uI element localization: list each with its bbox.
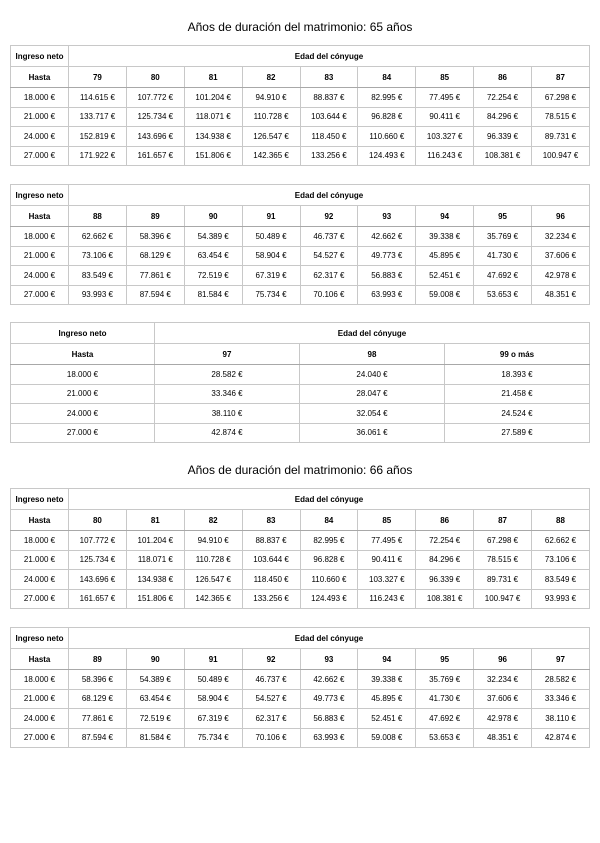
age-cell: 82 — [242, 67, 300, 88]
table-row — [11, 227, 590, 247]
table-row — [11, 127, 590, 147]
value-cell: 72.519 € — [184, 266, 242, 286]
age-cell: 99 o más — [445, 344, 590, 365]
value-cell: 100.947 € — [532, 146, 590, 166]
table-row — [11, 423, 590, 443]
value-cell: 33.346 € — [155, 384, 300, 404]
value-cell: 56.883 € — [300, 709, 358, 729]
value-cell: 118.450 € — [242, 570, 300, 590]
value-cell: 87.594 € — [126, 285, 184, 305]
value-cell: 103.327 € — [416, 127, 474, 147]
income-cell: 27.000 € — [11, 423, 155, 443]
age-cell: 90 — [184, 206, 242, 227]
value-cell: 143.696 € — [126, 127, 184, 147]
value-cell: 67.319 € — [242, 266, 300, 286]
value-cell: 78.515 € — [474, 550, 532, 570]
value-cell: 68.129 € — [69, 689, 127, 709]
value-cell: 63.993 € — [300, 728, 358, 748]
value-cell: 88.837 € — [242, 531, 300, 551]
age-cell: 93 — [300, 649, 358, 670]
table-row — [11, 266, 590, 286]
age-cell: 80 — [126, 67, 184, 88]
hasta-label: Hasta — [11, 206, 69, 227]
value-cell: 49.773 € — [300, 689, 358, 709]
value-cell: 87.594 € — [69, 728, 127, 748]
age-cell: 79 — [69, 67, 127, 88]
value-cell: 96.339 € — [474, 127, 532, 147]
value-cell: 47.692 € — [416, 709, 474, 729]
income-header: Ingreso neto — [11, 323, 155, 344]
value-cell: 41.730 € — [416, 689, 474, 709]
income-cell: 21.000 € — [11, 689, 69, 709]
age-row — [11, 206, 590, 227]
income-cell: 24.000 € — [11, 709, 69, 729]
value-cell: 41.730 € — [474, 246, 532, 266]
value-cell: 58.396 € — [69, 670, 127, 690]
value-cell: 52.451 € — [358, 709, 416, 729]
age-cell: 96 — [474, 649, 532, 670]
value-cell: 42.874 € — [155, 423, 300, 443]
income-header: Ingreso neto — [11, 46, 69, 67]
value-cell: 62.317 € — [300, 266, 358, 286]
hasta-label: Hasta — [11, 67, 69, 88]
age-cell: 88 — [69, 206, 127, 227]
value-cell: 125.734 € — [126, 107, 184, 127]
income-cell: 21.000 € — [11, 107, 69, 127]
value-cell: 37.606 € — [474, 689, 532, 709]
income-cell: 24.000 € — [11, 404, 155, 424]
value-cell: 78.515 € — [532, 107, 590, 127]
value-cell: 38.110 € — [155, 404, 300, 424]
age-cell: 84 — [300, 510, 358, 531]
value-cell: 53.653 € — [474, 285, 532, 305]
table-65-c — [10, 322, 590, 443]
income-cell: 18.000 € — [11, 88, 69, 108]
value-cell: 124.493 € — [300, 589, 358, 609]
value-cell: 39.338 € — [416, 227, 474, 247]
value-cell: 42.978 € — [474, 709, 532, 729]
age-cell: 94 — [358, 649, 416, 670]
value-cell: 32.054 € — [300, 404, 445, 424]
age-cell: 86 — [416, 510, 474, 531]
value-cell: 54.527 € — [242, 689, 300, 709]
age-row — [11, 510, 590, 531]
age-row — [11, 649, 590, 670]
value-cell: 48.351 € — [532, 285, 590, 305]
age-row — [11, 344, 590, 365]
table-row — [11, 146, 590, 166]
value-cell: 134.938 € — [126, 570, 184, 590]
value-cell: 103.327 € — [358, 570, 416, 590]
hasta-label: Hasta — [11, 649, 69, 670]
table-row — [11, 88, 590, 108]
value-cell: 133.256 € — [300, 146, 358, 166]
value-cell: 37.606 € — [532, 246, 590, 266]
age-cell: 80 — [69, 510, 127, 531]
age-cell: 89 — [69, 649, 127, 670]
age-header: Edad del cónyuge — [69, 46, 590, 67]
value-cell: 114.615 € — [69, 88, 127, 108]
table-65-a — [10, 45, 590, 166]
header-row — [11, 185, 590, 206]
age-cell: 85 — [358, 510, 416, 531]
value-cell: 50.489 € — [184, 670, 242, 690]
value-cell: 63.454 € — [184, 246, 242, 266]
value-cell: 133.717 € — [69, 107, 127, 127]
value-cell: 35.769 € — [474, 227, 532, 247]
value-cell: 47.692 € — [474, 266, 532, 286]
value-cell: 67.319 € — [184, 709, 242, 729]
value-cell: 90.411 € — [416, 107, 474, 127]
income-cell: 24.000 € — [11, 127, 69, 147]
value-cell: 73.106 € — [69, 246, 127, 266]
value-cell: 118.450 € — [300, 127, 358, 147]
table-row — [11, 570, 590, 590]
value-cell: 73.106 € — [532, 550, 590, 570]
value-cell: 32.234 € — [532, 227, 590, 247]
value-cell: 42.662 € — [300, 670, 358, 690]
value-cell: 82.995 € — [358, 88, 416, 108]
value-cell: 72.519 € — [126, 709, 184, 729]
value-cell: 133.256 € — [242, 589, 300, 609]
value-cell: 21.458 € — [445, 384, 590, 404]
table-row — [11, 531, 590, 551]
value-cell: 118.071 € — [184, 107, 242, 127]
value-cell: 161.657 € — [126, 146, 184, 166]
income-cell: 18.000 € — [11, 531, 69, 551]
value-cell: 53.653 € — [416, 728, 474, 748]
value-cell: 152.819 € — [69, 127, 127, 147]
value-cell: 28.047 € — [300, 384, 445, 404]
table-row — [11, 404, 590, 424]
age-cell: 90 — [126, 649, 184, 670]
age-cell: 95 — [474, 206, 532, 227]
value-cell: 101.204 € — [184, 88, 242, 108]
value-cell: 68.129 € — [126, 246, 184, 266]
table-66-a — [10, 488, 590, 609]
age-header: Edad del cónyuge — [69, 489, 590, 510]
value-cell: 96.828 € — [358, 107, 416, 127]
table-66-b — [10, 627, 590, 748]
age-cell: 92 — [300, 206, 358, 227]
value-cell: 24.040 € — [300, 365, 445, 385]
value-cell: 125.734 € — [69, 550, 127, 570]
value-cell: 58.396 € — [126, 227, 184, 247]
income-cell: 27.000 € — [11, 728, 69, 748]
value-cell: 143.696 € — [69, 570, 127, 590]
age-cell: 88 — [532, 510, 590, 531]
value-cell: 33.346 € — [532, 689, 590, 709]
value-cell: 62.662 € — [532, 531, 590, 551]
value-cell: 67.298 € — [474, 531, 532, 551]
value-cell: 96.828 € — [300, 550, 358, 570]
table-row — [11, 365, 590, 385]
value-cell: 116.243 € — [416, 146, 474, 166]
table-row — [11, 246, 590, 266]
section-title-66: Años de duración del matrimonio: 66 años — [187, 463, 413, 477]
income-cell: 27.000 € — [11, 589, 69, 609]
age-cell: 98 — [300, 344, 445, 365]
age-cell: 95 — [416, 649, 474, 670]
header-row — [11, 489, 590, 510]
header-row — [11, 46, 590, 67]
value-cell: 24.524 € — [445, 404, 590, 424]
age-cell: 82 — [184, 510, 242, 531]
value-cell: 27.589 € — [445, 423, 590, 443]
value-cell: 151.806 € — [126, 589, 184, 609]
value-cell: 42.662 € — [358, 227, 416, 247]
value-cell: 83.549 € — [69, 266, 127, 286]
age-cell: 91 — [242, 206, 300, 227]
age-cell: 86 — [474, 67, 532, 88]
table-65-b — [10, 184, 590, 305]
value-cell: 45.895 € — [416, 246, 474, 266]
income-cell: 27.000 € — [11, 285, 69, 305]
value-cell: 18.393 € — [445, 365, 590, 385]
table-row — [11, 384, 590, 404]
value-cell: 75.734 € — [184, 728, 242, 748]
age-cell: 83 — [242, 510, 300, 531]
hasta-label: Hasta — [11, 344, 155, 365]
value-cell: 126.547 € — [184, 570, 242, 590]
table-row — [11, 589, 590, 609]
value-cell: 107.772 € — [126, 88, 184, 108]
value-cell: 110.728 € — [242, 107, 300, 127]
value-cell: 96.339 € — [416, 570, 474, 590]
value-cell: 89.731 € — [474, 570, 532, 590]
value-cell: 28.582 € — [532, 670, 590, 690]
value-cell: 142.365 € — [184, 589, 242, 609]
value-cell: 94.910 € — [242, 88, 300, 108]
income-cell: 21.000 € — [11, 550, 69, 570]
value-cell: 56.883 € — [358, 266, 416, 286]
table-row — [11, 709, 590, 729]
value-cell: 36.061 € — [300, 423, 445, 443]
value-cell: 50.489 € — [242, 227, 300, 247]
value-cell: 42.874 € — [532, 728, 590, 748]
value-cell: 75.734 € — [242, 285, 300, 305]
age-row — [11, 67, 590, 88]
value-cell: 39.338 € — [358, 670, 416, 690]
value-cell: 54.527 € — [300, 246, 358, 266]
value-cell: 46.737 € — [242, 670, 300, 690]
value-cell: 77.495 € — [358, 531, 416, 551]
header-row — [11, 628, 590, 649]
value-cell: 110.660 € — [300, 570, 358, 590]
value-cell: 63.993 € — [358, 285, 416, 305]
value-cell: 103.644 € — [300, 107, 358, 127]
income-cell: 18.000 € — [11, 670, 69, 690]
table-row — [11, 670, 590, 690]
value-cell: 161.657 € — [69, 589, 127, 609]
age-cell: 89 — [126, 206, 184, 227]
value-cell: 49.773 € — [358, 246, 416, 266]
value-cell: 58.904 € — [184, 689, 242, 709]
age-cell: 94 — [416, 206, 474, 227]
value-cell: 72.254 € — [416, 531, 474, 551]
value-cell: 126.547 € — [242, 127, 300, 147]
age-header: Edad del cónyuge — [155, 323, 590, 344]
value-cell: 93.993 € — [532, 589, 590, 609]
value-cell: 70.106 € — [300, 285, 358, 305]
value-cell: 59.008 € — [358, 728, 416, 748]
value-cell: 62.662 € — [69, 227, 127, 247]
value-cell: 89.731 € — [532, 127, 590, 147]
value-cell: 88.837 € — [300, 88, 358, 108]
age-cell: 81 — [184, 67, 242, 88]
age-cell: 91 — [184, 649, 242, 670]
age-cell: 84 — [358, 67, 416, 88]
value-cell: 124.493 € — [358, 146, 416, 166]
value-cell: 110.728 € — [184, 550, 242, 570]
age-cell: 81 — [126, 510, 184, 531]
age-cell: 87 — [474, 510, 532, 531]
value-cell: 46.737 € — [300, 227, 358, 247]
hasta-label: Hasta — [11, 510, 69, 531]
age-cell: 92 — [242, 649, 300, 670]
value-cell: 48.351 € — [474, 728, 532, 748]
value-cell: 54.389 € — [126, 670, 184, 690]
value-cell: 90.411 € — [358, 550, 416, 570]
value-cell: 93.993 € — [69, 285, 127, 305]
age-header: Edad del cónyuge — [69, 185, 590, 206]
value-cell: 77.861 € — [69, 709, 127, 729]
income-cell: 21.000 € — [11, 246, 69, 266]
value-cell: 108.381 € — [416, 589, 474, 609]
value-cell: 82.995 € — [300, 531, 358, 551]
value-cell: 101.204 € — [126, 531, 184, 551]
value-cell: 84.296 € — [474, 107, 532, 127]
age-header: Edad del cónyuge — [69, 628, 590, 649]
value-cell: 134.938 € — [184, 127, 242, 147]
value-cell: 28.582 € — [155, 365, 300, 385]
value-cell: 110.660 € — [358, 127, 416, 147]
value-cell: 54.389 € — [184, 227, 242, 247]
value-cell: 118.071 € — [126, 550, 184, 570]
value-cell: 108.381 € — [474, 146, 532, 166]
value-cell: 70.106 € — [242, 728, 300, 748]
table-row — [11, 689, 590, 709]
income-cell: 18.000 € — [11, 227, 69, 247]
income-header: Ingreso neto — [11, 185, 69, 206]
age-cell: 93 — [358, 206, 416, 227]
value-cell: 45.895 € — [358, 689, 416, 709]
value-cell: 142.365 € — [242, 146, 300, 166]
value-cell: 83.549 € — [532, 570, 590, 590]
value-cell: 116.243 € — [358, 589, 416, 609]
value-cell: 81.584 € — [184, 285, 242, 305]
value-cell: 77.495 € — [416, 88, 474, 108]
table-row — [11, 107, 590, 127]
age-cell: 96 — [532, 206, 590, 227]
age-cell: 97 — [532, 649, 590, 670]
value-cell: 38.110 € — [532, 709, 590, 729]
value-cell: 151.806 € — [184, 146, 242, 166]
value-cell: 171.922 € — [69, 146, 127, 166]
income-cell: 18.000 € — [11, 365, 155, 385]
age-cell: 85 — [416, 67, 474, 88]
value-cell: 72.254 € — [474, 88, 532, 108]
value-cell: 77.861 € — [126, 266, 184, 286]
value-cell: 107.772 € — [69, 531, 127, 551]
income-cell: 21.000 € — [11, 384, 155, 404]
section-title-65: Años de duración del matrimonio: 65 años — [187, 20, 413, 34]
value-cell: 94.910 € — [184, 531, 242, 551]
value-cell: 52.451 € — [416, 266, 474, 286]
income-header: Ingreso neto — [11, 628, 69, 649]
age-cell: 83 — [300, 67, 358, 88]
value-cell: 100.947 € — [474, 589, 532, 609]
value-cell: 32.234 € — [474, 670, 532, 690]
value-cell: 81.584 € — [126, 728, 184, 748]
value-cell: 103.644 € — [242, 550, 300, 570]
value-cell: 59.008 € — [416, 285, 474, 305]
value-cell: 63.454 € — [126, 689, 184, 709]
value-cell: 84.296 € — [416, 550, 474, 570]
value-cell: 42.978 € — [532, 266, 590, 286]
value-cell: 35.769 € — [416, 670, 474, 690]
table-row — [11, 550, 590, 570]
header-row — [11, 323, 590, 344]
age-cell: 97 — [155, 344, 300, 365]
age-cell: 87 — [532, 67, 590, 88]
value-cell: 62.317 € — [242, 709, 300, 729]
income-cell: 24.000 € — [11, 570, 69, 590]
income-cell: 27.000 € — [11, 146, 69, 166]
table-row — [11, 285, 590, 305]
value-cell: 67.298 € — [532, 88, 590, 108]
table-row — [11, 728, 590, 748]
income-header: Ingreso neto — [11, 489, 69, 510]
value-cell: 58.904 € — [242, 246, 300, 266]
income-cell: 24.000 € — [11, 266, 69, 286]
